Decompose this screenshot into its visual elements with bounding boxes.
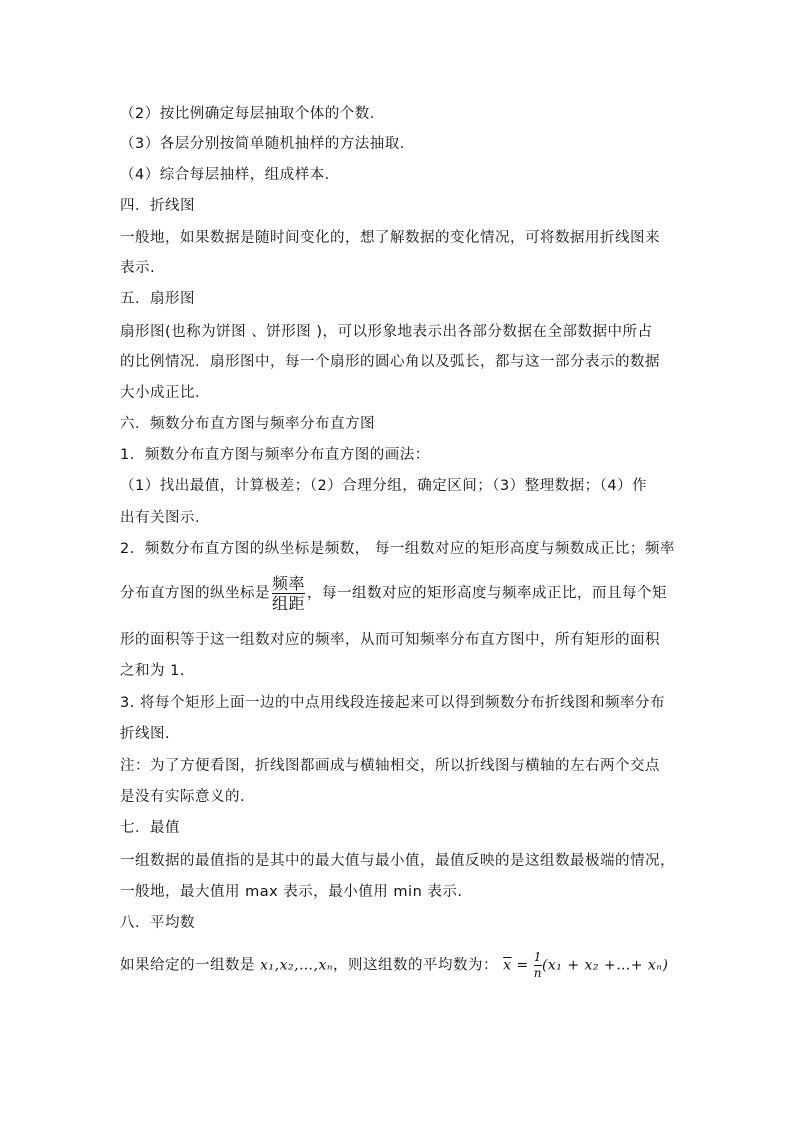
- text-line-13: （1）找出最值，计算极差；（2）合理分组，确定区间；（3）整理数据；（4）作: [120, 478, 648, 494]
- fraction-numerator: 频率: [272, 574, 306, 593]
- mean-fraction-den: n: [533, 966, 542, 980]
- mean-variables: x₁,x₂,…,xₙ: [260, 957, 334, 974]
- text-line-15: 2．频数分布直方图的纵坐标是频数， 每一组数对应的矩形高度与频数成正比；频率: [120, 541, 675, 557]
- heading-line-chart: 四．折线图: [120, 198, 195, 214]
- text-line-8: 扇形图(也称为饼图 、饼形图 )，可以形象地表示出各部分数据在全部数据中所占: [120, 324, 653, 340]
- heading-histogram: 六．频数分布直方图与频率分布直方图: [120, 416, 375, 432]
- mean-fraction-num: 1: [533, 950, 542, 964]
- fraction-denominator: 组距: [272, 594, 306, 613]
- text-line-10: 大小成正比．: [120, 385, 210, 401]
- text-line-22: 是没有实际意义的．: [120, 789, 255, 805]
- mean-equals: =: [511, 957, 534, 974]
- text-line-2: （3）各层分别按简单随机抽样的方法抽取．: [120, 136, 415, 152]
- mean-fraction: [534, 950, 542, 981]
- text-line-6: 表示.: [120, 260, 156, 276]
- mean-formula: [503, 950, 668, 981]
- text-line-17: 形的面积等于这一组数对应的频率，从而可知频率分布直方图中，所有矩形的面积: [120, 632, 660, 648]
- mean-line-middle: ，则这组数的平均数为：: [333, 957, 499, 974]
- fraction-line-before: 分布直方图的纵坐标是: [120, 585, 270, 602]
- heading-extreme-value: 七．最值: [120, 820, 180, 836]
- text-line-25: 一般地，最大值用 max 表示，最小值用 min 表示.: [120, 884, 463, 900]
- text-line-14: 出有关图示.: [120, 510, 201, 526]
- text-line-20: 折线图.: [120, 726, 171, 742]
- fraction-frequency-over-width: [272, 574, 305, 613]
- fraction-line-after: ，每一组数对应的矩形高度与频率成正比，而且每个矩: [307, 585, 668, 602]
- text-line-18: 之和为 1.: [120, 663, 185, 679]
- text-line-19: 3. 将每个矩形上面一边的中点用线段连接起来可以得到频数分布折线图和频率分布: [120, 695, 665, 711]
- text-line-5: 一般地，如果数据是随时间变化的，想了解数据的变化情况，可将数据用折线图来: [120, 230, 660, 246]
- text-line-3: （4）综合每层抽样，组成样本．: [120, 167, 340, 183]
- fraction-line: [120, 574, 667, 613]
- text-line-12: 1．频数分布直方图与频率分布直方图的画法：: [120, 447, 430, 463]
- mean-formula-line: [120, 950, 668, 981]
- text-line-1: （2）按比例确定每层抽取个体的个数．: [120, 106, 385, 122]
- heading-mean: 八．平均数: [120, 915, 195, 931]
- text-line-24: 一组数据的最值指的是其中的最大值与最小值，最值反映的是这组数最极端的情况，: [120, 853, 675, 869]
- mean-xbar: $\overline{x}$: [503, 957, 512, 974]
- text-line-9: 的比例情况．扇形图中，每一个扇形的圆心角以及弧长，都与这一部分表示的数据: [120, 354, 660, 370]
- mean-sum: (x₁ + x₂ +…+ xₙ): [541, 957, 669, 974]
- text-line-21: 注：为了方便看图，折线图都画成与横轴相交，所以折线图与横轴的左右两个交点: [120, 758, 660, 774]
- heading-pie-chart: 五．扇形图: [120, 291, 195, 307]
- mean-line-before: 如果给定的一组数是: [120, 957, 255, 974]
